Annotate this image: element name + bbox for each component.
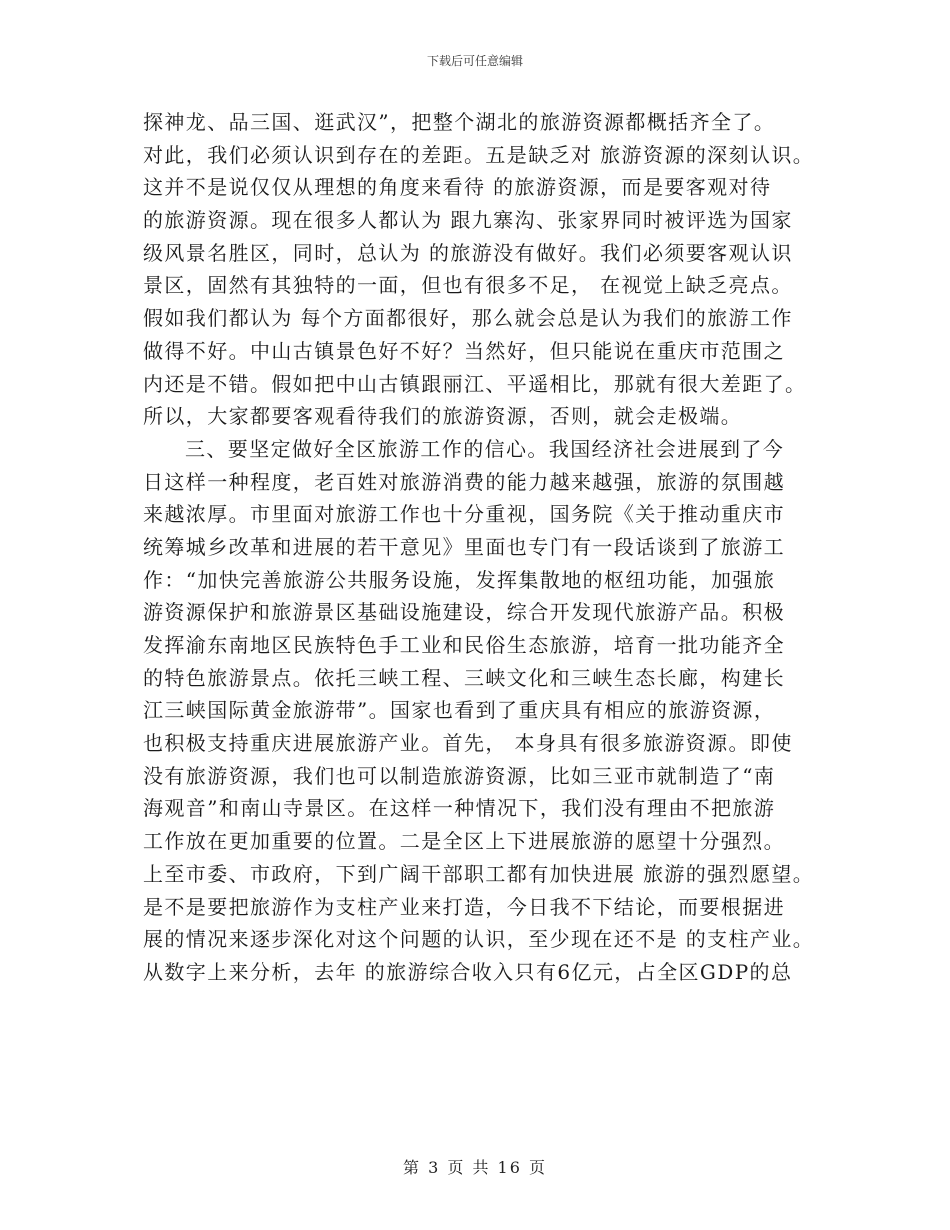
text-line: 级风景名胜区，同时，总认为 的旅游没有做好。我们必须要客观认识 bbox=[143, 240, 793, 265]
text-line: 的旅游资源。现在很多人都认为 跟九寨沟、张家界同时被评选为国家 bbox=[143, 208, 793, 233]
text-line: 发挥渝东南地区民族特色手工业和民俗生态旅游，培育一批功能齐全 bbox=[143, 633, 785, 657]
text-line: 从数字上来分析，去年 的旅游综合收入只有6亿元，占全区GDP的总 bbox=[143, 959, 793, 984]
text-line: 内还是不错。假如把中山古镇跟丽江、平遥相比，那就有很大差距了。 bbox=[143, 371, 807, 396]
text-line: 对此，我们必须认识到存在的差距。五是缺乏对 旅游资源的深刻认识。 bbox=[143, 142, 815, 167]
text-line: 做得不好。中山古镇景色好不好？当然好，但只能说在重庆市范围之 bbox=[143, 338, 785, 363]
page-header: 下载后可任意编辑 bbox=[426, 54, 523, 68]
text-line: 假如我们都认为 每个方面都很好，那么就会总是认为我们的旅游工作 bbox=[143, 306, 793, 331]
text-line: 没有旅游资源，我们也可以制造旅游资源，比如三亚市就制造了“南 bbox=[143, 763, 776, 788]
document-body bbox=[143, 106, 823, 989]
page-number-footer: 第 3 页 共 16 页 bbox=[403, 1158, 547, 1177]
text-line: 景区，固然有其独特的一面，但也有很多不足， 在视觉上缺乏亮点。 bbox=[143, 273, 793, 298]
text-line: 作：“加快完善旅游公共服务设施，发挥集散地的枢纽功能，加强旅 bbox=[143, 567, 776, 592]
text-line: 探神龙、品三国、逛武汉”，把整个湖北的旅游资源都概括齐全了。 bbox=[143, 110, 776, 134]
text-line: 这并不是说仅仅从理想的角度来看待 的旅游资源，而是要客观对待 bbox=[143, 175, 772, 200]
text-line: 的特色旅游景点。依托三峡工程、三峡文化和三峡生态长廊，构建长 bbox=[143, 665, 785, 690]
text-line: 所以，大家都要客观看待我们的旅游资源，否则，就会走极端。 bbox=[143, 404, 743, 429]
text-line: 统筹城乡改革和进展的若干意见》里面也专门有一段话谈到了旅游工 bbox=[143, 534, 785, 559]
text-line: 海观音”和南山寺景区。在这样一种情况下，我们没有理由不把旅游 bbox=[143, 796, 776, 821]
text-line: 上至市委、市政府，下到广阔干部职工都有加快进展 旅游的强烈愿望。 bbox=[143, 861, 815, 886]
paragraph-start-line: 三、要坚定做好全区旅游工作的信心。我国经济社会进展到了今 bbox=[185, 436, 785, 461]
text-line: 展的情况来逐步深化对这个问题的认识，至少现在还不是 的支柱产业。 bbox=[143, 927, 815, 952]
text-line: 游资源保护和旅游景区基础设施建设，综合开发现代旅游产品。积极 bbox=[143, 600, 785, 625]
text-line: 是不是要把旅游作为支柱产业来打造，今日我不下结论，而要根据进 bbox=[143, 894, 785, 919]
text-line: 工作放在更加重要的位置。二是全区上下进展旅游的愿望十分强烈。 bbox=[143, 829, 785, 854]
text-line: 日这样一种程度，老百姓对旅游消费的能力越来越强，旅游的氛围越 bbox=[143, 469, 785, 494]
text-line: 江三峡国际黄金旅游带”。国家也看到了重庆具有相应的旅游资源， bbox=[143, 698, 776, 723]
text-line: 来越浓厚。市里面对旅游工作也十分重视，国务院《关于推动重庆市 bbox=[143, 502, 785, 527]
text-line: 也积极支持重庆进展旅游产业。首先， 本身具有很多旅游资源。即使 bbox=[143, 731, 793, 756]
